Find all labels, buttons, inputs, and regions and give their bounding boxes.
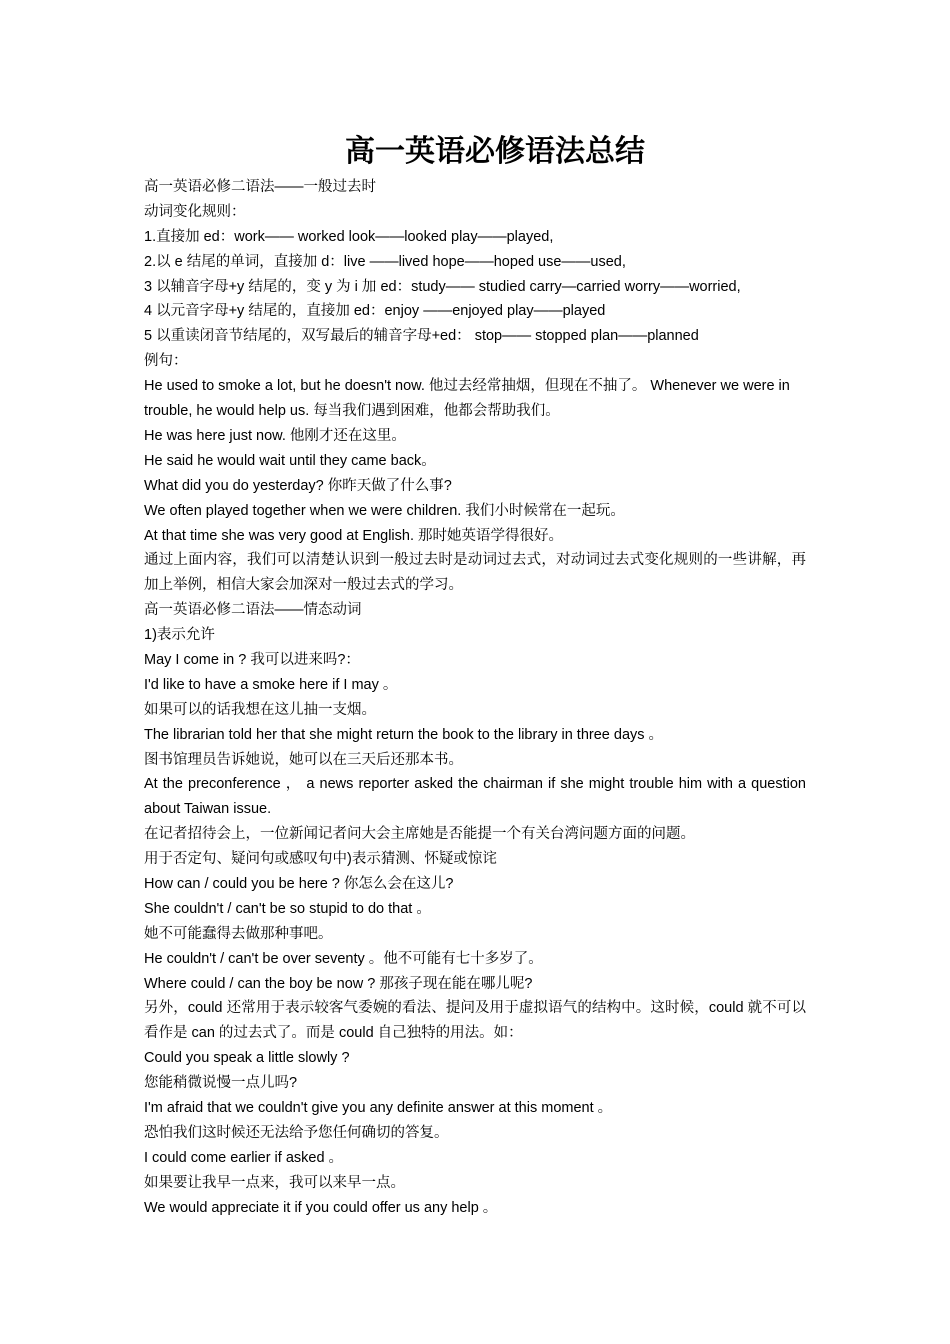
text-line: How can / could you be here ? 你怎么会在这儿?	[144, 876, 454, 893]
text-line: May I come in ? 我可以进来吗?：	[144, 651, 360, 668]
text-line: I could come earlier if asked 。	[144, 1149, 344, 1166]
text-paragraph: 通过上面内容，我们可以清楚认识到一般过去时是动词过去式，对动词过去式变化规则的一些讲解，再加上举例，相信大家会加深对一般过去式的学习。	[144, 552, 806, 594]
section-heading-past-tense: 高一英语必修二语法——一般过去时	[144, 179, 376, 195]
text-line: 动词变化规则：	[144, 203, 246, 220]
text-line: He couldn't / can't be over seventy 。他不可能有七十多岁了。	[144, 950, 543, 967]
text-line: She couldn't / can't be so stupid to do that 。	[144, 900, 431, 917]
text-line: 用于否定句、疑问句或感叹句中)表示猜测、怀疑或惊诧	[144, 851, 497, 868]
text-line: 例句：	[144, 353, 188, 370]
text-line: The librarian told her that she might return the book to the library in three days 。	[144, 726, 664, 743]
text-line: 她不可能蠢得去做那种事吧。	[144, 925, 333, 942]
text-line: We often played together when we were children. 我们小时候常在一起玩。	[144, 502, 625, 519]
text-paragraph: 另外，could 还常用于表示较客气委婉的看法、提问及用于虚拟语气的结构中。这时候，could 就不可以看作是 can 的过去式了。而是 could 自己独特的用法。如：	[144, 1000, 806, 1042]
text-line: 在记者招待会上，一位新闻记者问大会主席她是否能提一个有关台湾问题方面的问题。	[144, 826, 695, 843]
document-body	[144, 175, 806, 1221]
text-line: 如果要让我早一点来，我可以来早一点。	[144, 1174, 405, 1191]
text-line: 图书馆理员告诉她说，她可以在三天后还那本书。	[144, 751, 463, 768]
text-line: 2.以 e 结尾的单词，直接加 d：live ——lived hope——hoped use——used,	[144, 253, 626, 270]
text-line: 恐怕我们这时候还无法给予您任何确切的答复。	[144, 1124, 449, 1141]
text-line: At that time she was very good at English. 那时她英语学得很好。	[144, 527, 564, 544]
text-line: We would appreciate it if you could offer us any help 。	[144, 1199, 498, 1216]
text-line: Could you speak a little slowly ?	[144, 1050, 350, 1067]
text-line: What did you do yesterday? 你昨天做了什么事?	[144, 477, 452, 494]
text-line: I'm afraid that we couldn't give you any definite answer at this moment 。	[144, 1100, 613, 1117]
text-line: 3 以辅音字母+y 结尾的，变 y 为 i 加 ed：study—— studied carry—carried worry——worried,	[144, 278, 741, 295]
text-line: 如果可以的话我想在这儿抽一支烟。	[144, 701, 376, 718]
text-line: He said he would wait until they came back。	[144, 452, 436, 469]
text-line: 4 以元音字母+y 结尾的，直接加 ed：enjoy ——enjoyed play——played	[144, 303, 606, 320]
text-line: Where could / can the boy be now ? 那孩子现在能在哪儿呢?	[144, 975, 533, 992]
text-paragraph: At the preconference ， a news reporter asked the chairman if she might trouble him with a question about Taiwan issue.	[144, 776, 806, 818]
text-line: 1)表示允许	[144, 627, 215, 644]
text-paragraph: He used to smoke a lot, but he doesn't now. 他过去经常抽烟，但现在不抽了。 Whenever we were in trouble, he would help us. 每当我们遇到困难，他都会帮助我们。	[144, 378, 790, 420]
text-line: I'd like to have a smoke here if I may 。	[144, 676, 398, 693]
text-line: 您能稍微说慢一点儿吗?	[144, 1075, 298, 1092]
section-heading-modal-verbs: 高一英语必修二语法——情态动词	[144, 602, 362, 619]
document-title: 高一英语必修语法总结	[345, 134, 645, 169]
text-line: 5 以重读闭音节结尾的，双写最后的辅音字母+ed： stop—— stopped plan——planned	[144, 328, 699, 345]
text-line: He was here just now. 他刚才还在这里。	[144, 427, 406, 444]
text-line: 1.直接加 ed：work—— worked look——looked play——played,	[144, 228, 554, 245]
